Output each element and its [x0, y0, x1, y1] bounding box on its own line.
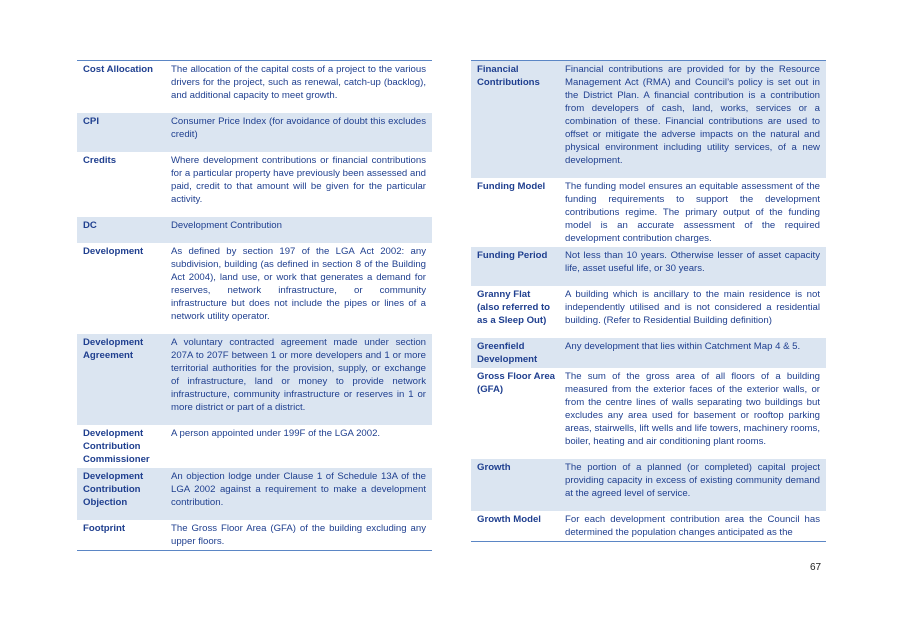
glossary-term: Funding Period [471, 247, 559, 286]
glossary-term: DC [77, 217, 165, 243]
glossary-term: Growth [471, 459, 559, 511]
glossary-row [471, 61, 826, 178]
glossary-term: CPI [77, 113, 165, 152]
glossary-definition: A person appointed under 199F of the LGA 2002. [171, 427, 381, 439]
glossary-row [77, 152, 432, 217]
glossary-definition: The allocation of the capital costs of a project to the various drivers for the project, such as renewal, catch-up (backlog), and additional capacity to meet growth. [171, 64, 426, 101]
glossary-row [77, 113, 432, 152]
glossary-term: Financial Contributions [471, 61, 559, 178]
glossary-term: Funding Model [477, 180, 546, 192]
glossary-table-left [77, 60, 432, 551]
glossary-definition: A voluntary contracted agreement made under section 207A to 207F between 1 or more developers and 1 or more territorial authorities for the provision, supply, or exchange of infrastructure, land or money to provide network infrastructure, community infrastructure or reserves in 1 or more district or part of a district. [165, 334, 432, 425]
glossary-term: Development Contribution Objection [77, 468, 165, 520]
glossary-row [471, 511, 826, 542]
glossary-definition: The sum of the gross area of all floors of a building measured from the exterior faces of the exterior walls, or from the centre lines of walls separating two buildings but excludes any area used for basement or rooftop parking areas, stairwells, lift wells and life towers, machinery rooms, boiler, heating and air conditioning plant rooms. [565, 370, 820, 447]
glossary-definition: Financial contributions are provided for by the Resource Management Act (RMA) and Council’s policy is set out in the District Plan. A financial contribution is a contribution from developers of cash, land, works, services or a combination of these. Financial contributions are used to offset or mitigate the adverse impacts on the natural and physical environment including utility services, of a new development. [559, 61, 826, 178]
glossary-term: Development Agreement [77, 334, 165, 425]
glossary-row [471, 338, 826, 368]
glossary-row [77, 61, 432, 113]
glossary-term: Development [83, 245, 144, 257]
glossary-definition: As defined by section 197 of the LGA Act 2002: any subdivision, building (as defined in section 8 of the Building Act 2004), land use, or work that generates a demand for reserves, network infrastructure, or community infrastructure but does not include the pipes or lines of a network utility operator. [171, 245, 426, 322]
glossary-term: Credits [83, 154, 117, 166]
glossary-row [77, 468, 432, 520]
glossary-definition: Consumer Price Index (for avoidance of doubt this excludes credit) [165, 113, 432, 152]
glossary-term: Gross Floor Area (GFA) [477, 370, 556, 395]
glossary-row [77, 334, 432, 425]
glossary-definition: Not less than 10 years. Otherwise lesser of asset capacity life, asset useful life, or 30 years. [559, 247, 826, 286]
glossary-term: Development Contribution Commissioner [83, 427, 150, 465]
page-number: 67 [810, 562, 822, 573]
glossary-term: Growth Model [477, 513, 541, 525]
glossary-definition: The portion of a planned (or completed) capital project providing capacity in excess of existing community demand at the agreed level of service. [559, 459, 826, 511]
glossary-table-left-body [77, 61, 432, 551]
glossary-definition: The Gross Floor Area (GFA) of the building excluding any upper floors. [171, 522, 426, 547]
glossary-definition: Development Contribution [165, 217, 432, 243]
glossary-row [77, 520, 432, 551]
glossary-row [77, 243, 432, 334]
glossary-definition: An objection lodge under Clause 1 of Schedule 13A of the LGA 2002 against a requirement to make a development contribution. [165, 468, 432, 520]
glossary-term: Granny Flat (also referred to as a Sleep Out) [477, 288, 551, 326]
glossary-definition: Where development contributions or financial contributions for a particular property have previously been assessed and paid, credit to that amount will be given for the particular activity. [171, 154, 426, 205]
glossary-row [471, 459, 826, 511]
glossary-row [471, 247, 826, 286]
glossary-row [471, 368, 826, 459]
glossary-term: Cost Allocation [83, 64, 153, 75]
glossary-row [77, 425, 432, 468]
glossary-term: Footprint [83, 522, 126, 534]
glossary-row [77, 217, 432, 243]
glossary-term: Greenfield Development [471, 338, 559, 368]
glossary-definition: A building which is ancillary to the main residence is not independently utilised and is not considered a residential building. (Refer to Residential Building definition) [565, 288, 820, 326]
glossary-table-right [471, 60, 826, 542]
glossary-definition: Any development that lies within Catchment Map 4 & 5. [559, 338, 826, 368]
glossary-row [471, 178, 826, 247]
glossary-table-right-body [471, 61, 826, 542]
glossary-row [471, 286, 826, 338]
glossary-definition: The funding model ensures an equitable assessment of the funding requirements to support the development contributions regime. The primary output of the funding model is an accurate assessment of the required development contribution charges. [565, 180, 820, 244]
glossary-definition: For each development contribution area the Council has determined the population changes anticipated as the [565, 513, 820, 538]
